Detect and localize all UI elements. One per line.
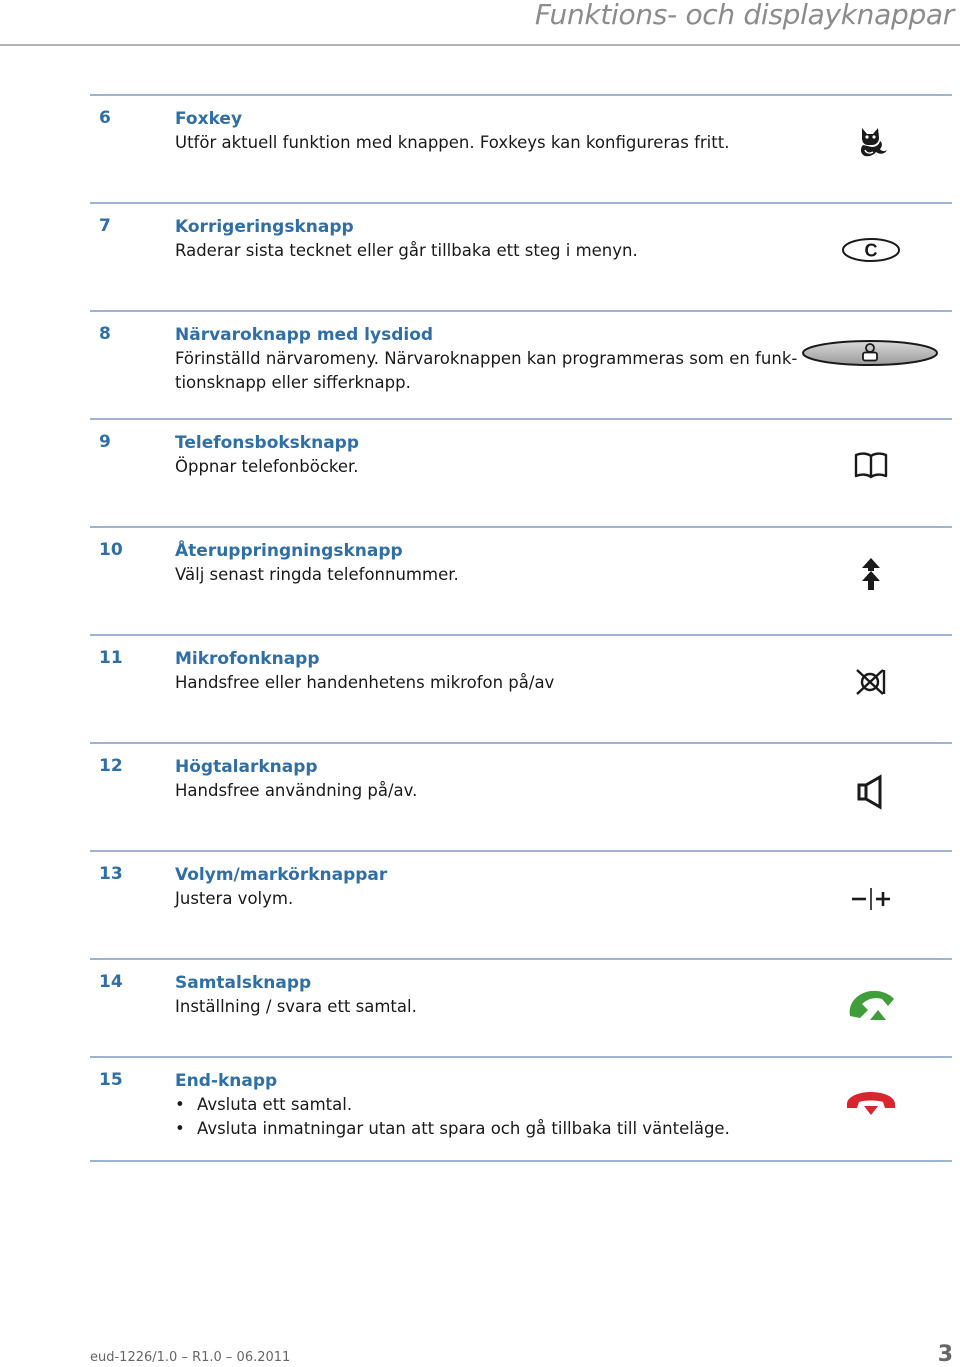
entry-call-key — [90, 958, 952, 1056]
entry-number: 12 — [99, 756, 123, 776]
entry-volume-keys — [90, 850, 952, 958]
entry-heading: Telefonsboksknapp — [175, 433, 360, 453]
key-list — [90, 94, 952, 1162]
entry-number: 10 — [99, 540, 123, 560]
entry-bullet-list — [175, 1093, 795, 1140]
speaker-icon — [856, 774, 886, 810]
list-item: • Avsluta ett samtal. — [175, 1093, 795, 1117]
entry-number: 14 — [99, 972, 123, 992]
entry-heading: Mikrofonknapp — [175, 649, 320, 669]
entry-number: 9 — [99, 432, 111, 452]
entry-microphone-key — [90, 634, 952, 742]
entry-number: 15 — [99, 1070, 123, 1090]
entry-description-line-1: Förinställd närvaromeny. Närvaroknappen kan programmeras som en funk- — [175, 349, 798, 368]
phonebook-icon — [853, 450, 889, 480]
correction-c-icon — [840, 236, 902, 264]
presence-person-icon — [800, 338, 940, 368]
entry-description: Utför aktuell funktion med knappen. Foxkeys kan konfigureras fritt. — [175, 133, 730, 152]
volume-minus-plus-icon — [850, 886, 892, 912]
entry-heading: Samtalsknapp — [175, 973, 312, 993]
entry-description: Justera volym. — [175, 889, 294, 908]
entry-presence-key — [90, 310, 952, 418]
entry-description: Välj senast ringda telefonnummer. — [175, 565, 459, 584]
entry-description: Handsfree eller handenhetens mikrofon på/av — [175, 673, 555, 692]
entry-description: Inställning / svara ett samtal. — [175, 997, 417, 1016]
entry-heading: Korrigeringsknapp — [175, 217, 354, 237]
entry-heading: Högtalarknapp — [175, 757, 318, 777]
entry-description: Handsfree användning på/av. — [175, 781, 418, 800]
page-title: Funktions- och displayknappar — [534, 0, 954, 31]
entry-number: 11 — [99, 648, 123, 668]
entry-speaker-key — [90, 742, 952, 850]
list-item: • Avsluta inmatningar utan att spara och gå tillbaka till vänteläge. — [175, 1117, 795, 1141]
entry-phonebook-key — [90, 418, 952, 526]
entry-number: 7 — [99, 216, 111, 236]
entry-heading: Återuppringningsknapp — [175, 541, 403, 561]
red-handset-icon — [844, 1088, 898, 1118]
page-header — [0, 0, 960, 46]
document-id: eud-1226/1.0 – R1.0 – 06.2011 — [90, 1350, 291, 1365]
entry-description: Öppnar telefonböcker. — [175, 457, 359, 476]
redial-icon — [858, 556, 884, 592]
microphone-mute-icon — [854, 666, 888, 698]
entry-heading: End-knapp — [175, 1071, 278, 1091]
entry-foxkey — [90, 94, 952, 202]
entry-number: 8 — [99, 324, 111, 344]
page-number: 3 — [937, 1342, 953, 1367]
entry-correction-key — [90, 202, 952, 310]
entry-heading: Foxkey — [175, 109, 243, 129]
entry-number: 13 — [99, 864, 123, 884]
fox-icon — [854, 124, 890, 160]
entry-redial-key — [90, 526, 952, 634]
entry-description-line-2: tionsknapp eller sifferknapp. — [175, 372, 411, 392]
bottom-rule — [90, 1160, 952, 1162]
green-handset-icon — [846, 986, 898, 1022]
entry-end-key — [90, 1056, 952, 1160]
correction-c-letter: C — [864, 240, 878, 261]
entry-heading: Närvaroknapp med lysdiod — [175, 325, 434, 345]
entry-heading: Volym/markörknappar — [175, 865, 388, 885]
entry-description: Raderar sista tecknet eller går tillbaka ett steg i menyn. — [175, 241, 638, 260]
entry-number: 6 — [99, 108, 111, 128]
